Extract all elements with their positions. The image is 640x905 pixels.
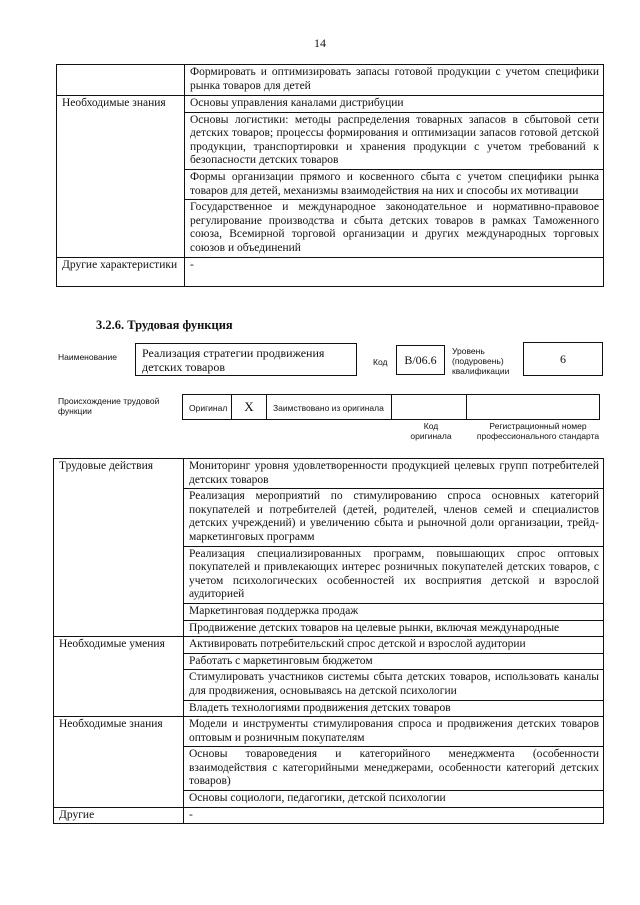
table-cell: Работать с маркетинговым бюджетом (184, 653, 604, 670)
table-cell: Формы организации прямого и косвенного сбыта с учетом специфики рынка товаров для детей, механизмы взаимодействия на них и способы их мотивации (185, 169, 604, 199)
row-label (57, 65, 185, 96)
table-cell: Мониторинг уровня удовлетворенности продукцией целевых групп потребителей детских товаров (184, 459, 604, 489)
table-cell: Маркетинговая поддержка продаж (184, 603, 604, 620)
row-label: Необходимые умения (54, 637, 184, 717)
table-cell: Основы логистики: методы распределения товарных запасов в сбытовой сети детских товаров; процессы формирования и оптимизации запасов готовой детской продукции, транспортировки и хранения продукции с учетом требований к безопасности детских товаров (185, 112, 604, 169)
original-label: Оригинал (182, 394, 232, 420)
name-label: Наименование (58, 352, 117, 362)
page-number: 14 (314, 36, 326, 50)
table-row (57, 96, 604, 113)
function-name-value: Реализация стратегии продвижения детских товаров (135, 343, 357, 376)
reg-number-caption: Регистрационный номер профессионального стандарта (476, 421, 600, 441)
level-label: Уровень (подуровень) квалификации (452, 346, 510, 376)
table-cell: Основы социологи, педагогики, детской психологии (184, 791, 604, 808)
table-cell: Формировать и оптимизировать запасы готовой продукции с учетом специфики рынка товаров для детей (185, 65, 604, 96)
row-label: Трудовые действия (54, 459, 184, 637)
table-row (57, 257, 604, 286)
table-cell: Основы товароведения и категорийного менеджмента (особенности взаимодействия с категорийными менеджерами, особенности категорий детских товаров) (184, 747, 604, 791)
code-original-cell (391, 394, 467, 420)
table-row (57, 65, 604, 96)
original-mark: X (231, 394, 267, 420)
table-row (54, 637, 604, 654)
origin-label: Происхождение трудовой функции (58, 396, 160, 416)
section-heading: 3.2.6. Трудовая функция (96, 318, 233, 332)
row-label: Другие (54, 807, 184, 824)
table-cell: Владеть технологиями продвижения детских товаров (184, 700, 604, 717)
table-cell: Модели и инструменты стимулирования спроса и продвижения детских товаров оптовым и розничным покупателям (184, 717, 604, 747)
table-cell: Основы управления каналами дистрибуции (185, 96, 604, 113)
borrowed-label: Заимствовано из оригинала (266, 394, 392, 420)
code-label: Код (373, 357, 388, 367)
row-label: Необходимые знания (54, 717, 184, 808)
origin-row (183, 394, 603, 420)
table-cell: - (185, 257, 604, 286)
table-row (54, 717, 604, 747)
table-cell: Государственное и международное законодательное и нормативно-правовое регулирование производства и сбыта детских товаров в рамках Таможенного союза, Всемирной торговой организации и других международных торговых союзов и объединений (185, 200, 604, 257)
table-cell: Реализация специализированных программ, повышающих спрос оптовых покупателей и привлекающих интерес розничных покупателей детских товаров, с учетом психологических особенностей их восприятия детской и взрослой аудиторией (184, 546, 604, 603)
table-cell: Стимулировать участников системы сбыта детских товаров, использовать каналы для продвижения, основываясь на детской психологии (184, 670, 604, 700)
code-original-caption: Код оригинала (410, 421, 452, 441)
table-row (54, 459, 604, 489)
top-table (56, 64, 604, 287)
code-value: B/06.6 (396, 345, 445, 375)
table-cell: Реализация мероприятий по стимулированию спроса основных категорий покупателей и потребителей (детей, родителей, членов семей и специалистов детских учреждений) и увеличению сбыта и рыночной доли организации, трейд-маркетинговых программ (184, 489, 604, 546)
table-cell: Активировать потребительский спрос детской и взрослой аудитории (184, 637, 604, 654)
main-table (53, 458, 604, 824)
table-cell: - (184, 807, 604, 824)
row-label: Необходимые знания (57, 96, 185, 258)
row-label: Другие характеристики (57, 257, 185, 286)
table-cell: Продвижение детских товаров на целевые рынки, включая международные (184, 620, 604, 637)
reg-number-cell (466, 394, 600, 420)
table-row (54, 807, 604, 824)
level-value: 6 (523, 342, 603, 376)
